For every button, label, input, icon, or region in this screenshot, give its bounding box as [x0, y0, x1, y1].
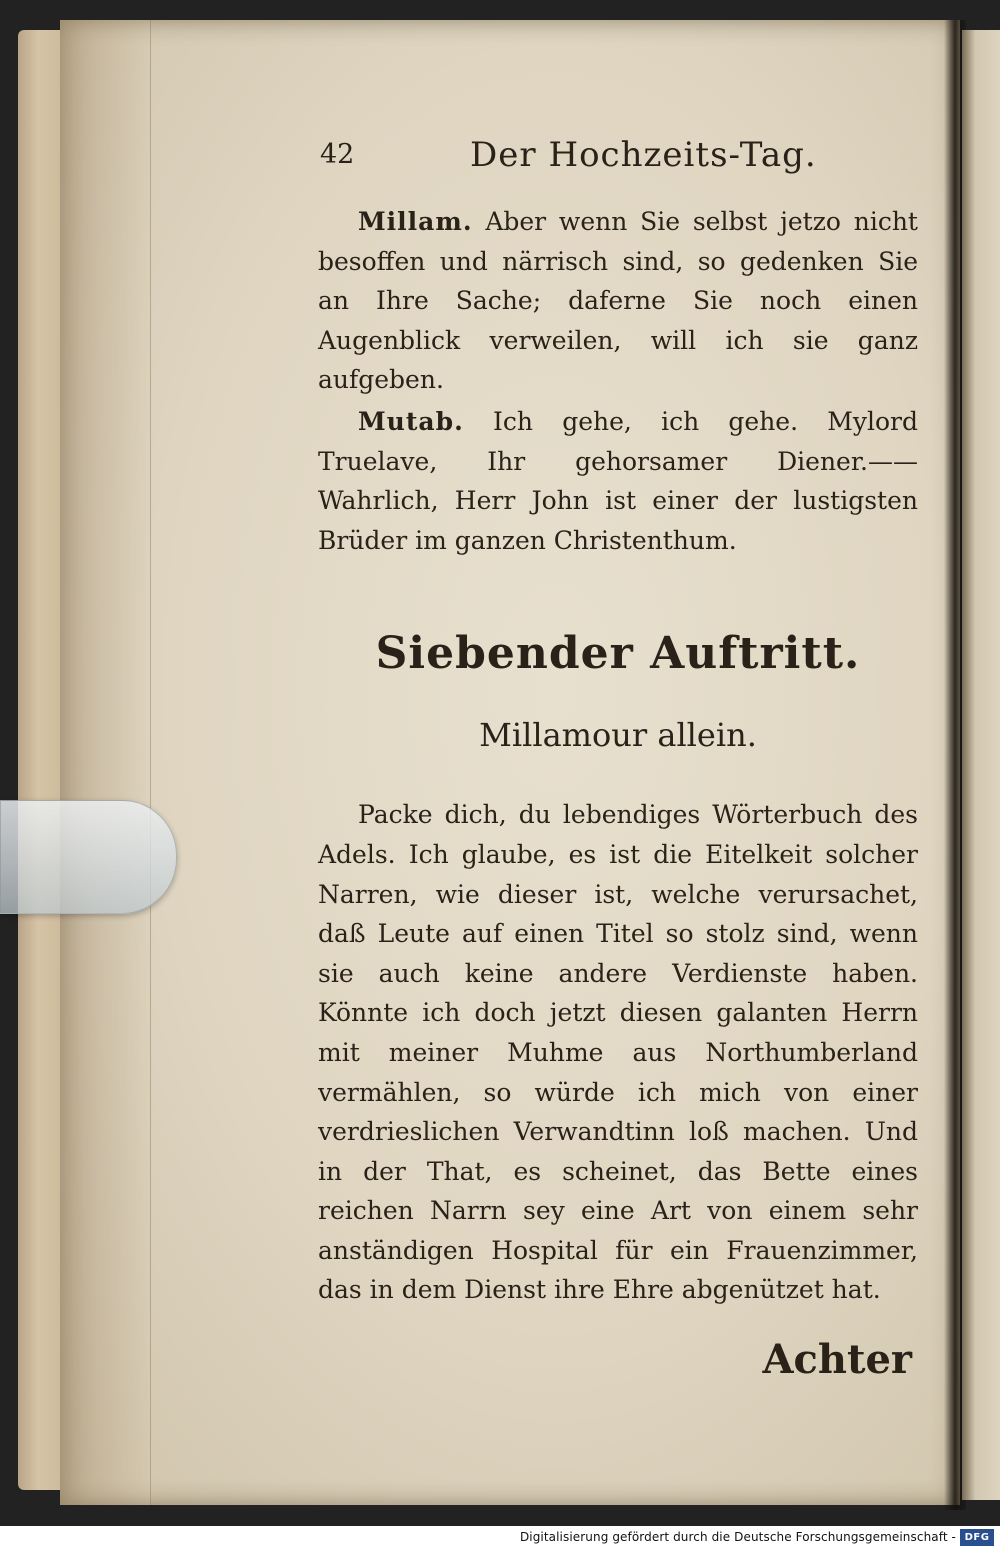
dialogue-paragraph-2 — [318, 402, 918, 560]
catchword: Achter — [762, 1336, 912, 1384]
page-number: 42 — [320, 139, 355, 170]
monologue-paragraph: Packe dich, du lebendiges Wörterbuch des Adels. Ich glaube, es ist die Eitelkeit solcher Narren, wie dieser ist, welche verursachet, daß Leute auf einen Titel so stolz sind, wenn sie auch keine andere Verdienste haben. Könnte ich doch jetzt diesen galanten Herrn mit meiner Muhme aus Northumberland vermählen, so würde ich mich von einer verdrieslichen Verwandtinn loß machen. Und in der That, es scheinet, das Bette eines reichen Narrn sey eine Art von einem sehr anständigen Hospital für ein Frauenzimmer, das in dem Dienst ihre Ehre abgenützet hat. — [318, 800, 918, 1305]
digitization-footer — [0, 1526, 1000, 1550]
dialogue-paragraph-1 — [318, 202, 918, 400]
page-header — [318, 130, 918, 180]
speaker-name: Mutab. — [358, 406, 464, 436]
page-text — [318, 130, 918, 1388]
scene-subtitle: Millamour allein. — [479, 716, 757, 755]
page-fold-shadow — [60, 20, 151, 1505]
dialogue-text: Aber wenn Sie selbst jetzo nicht besoffen und närrisch sind, so gedenken Sie an Ihre Sache; daferne Sie noch einen Augenblick verweilen, will ich sie ganz aufgeben. — [318, 207, 918, 395]
dialogue-text: Ich gehe, ich gehe. Mylord Truelave, Ihr gehorsamer Diener.—— Wahrlich, Herr John ist einer der lustigsten Brüder im ganzen Christenthum. — [318, 406, 918, 555]
footer-credit: Digitalisierung gefördert durch die Deutsche Forschungsgemeinschaft - — [519, 1530, 956, 1544]
running-head: Der Hochzeits-Tag. — [470, 135, 817, 175]
dfg-logo: DFG — [960, 1529, 994, 1546]
speaker-name: Millam. — [358, 207, 473, 236]
bookmark-clip — [0, 800, 177, 914]
facing-page-edge — [962, 30, 1000, 1500]
scene-title: Siebender Auftritt. — [375, 628, 861, 680]
